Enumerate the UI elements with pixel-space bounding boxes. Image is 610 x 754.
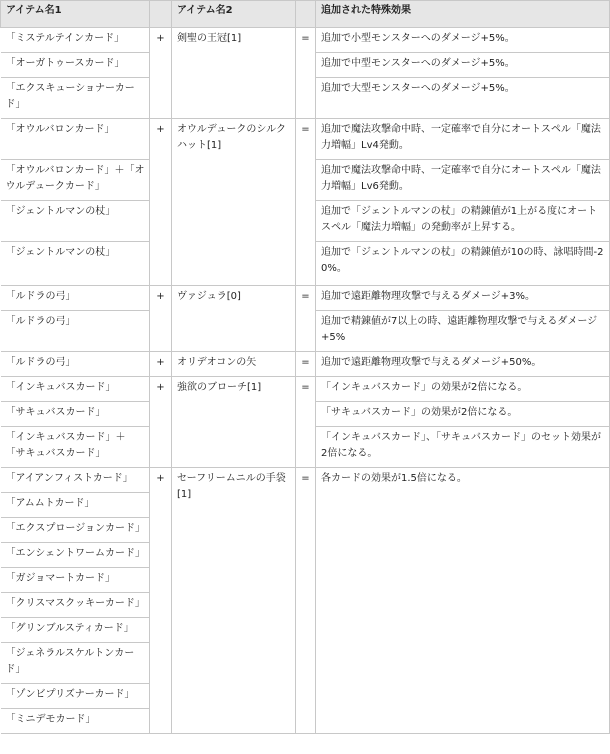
equals-operator: =	[296, 377, 316, 468]
item1-cell: 「ガジョマートカード」	[1, 568, 150, 593]
item2-cell: オリデオコンの矢	[172, 352, 296, 377]
item1-cell: 「オウルバロンカード」	[1, 119, 150, 160]
item1-cell: 「ジェントルマンの杖」	[1, 201, 150, 242]
item1-cell: 「サキュバスカード」	[1, 402, 150, 427]
item1-cell: 「アムムトカード」	[1, 493, 150, 518]
effect-cell: 追加で小型モンスターへのダメージ+5%。	[316, 28, 610, 53]
item1-cell: 「ルドラの弓」	[1, 311, 150, 352]
plus-operator: +	[150, 28, 172, 119]
equals-operator: =	[296, 286, 316, 352]
effect-cell: 各カードの効果が1.5倍になる。	[316, 468, 610, 734]
effect-cell: 「インキュバスカード」、「サキュバスカード」のセット効果が2倍になる。	[316, 427, 610, 468]
item2-cell: 剣聖の王冠[1]	[172, 28, 296, 119]
table-row	[1, 28, 610, 53]
item1-cell: 「エクスプロージョンカード」	[1, 518, 150, 543]
item1-cell: 「ルドラの弓」	[1, 286, 150, 311]
header-row	[1, 1, 610, 28]
table-row	[1, 468, 610, 493]
effect-cell: 「サキュバスカード」の効果が2倍になる。	[316, 402, 610, 427]
effect-cell: 追加で魔法攻撃命中時、一定確率で自分にオートスペル「魔法力増幅」Lv6発動。	[316, 160, 610, 201]
equals-operator: =	[296, 119, 316, 286]
item1-cell: 「ルドラの弓」	[1, 352, 150, 377]
item1-cell: 「ジェネラルスケルトンカード」	[1, 643, 150, 684]
item1-cell: 「エンシェントワームカード」	[1, 543, 150, 568]
table-row	[1, 286, 610, 311]
header-effect: 追加された特殊効果	[316, 1, 610, 28]
effect-cell: 追加で「ジェントルマンの杖」の精錬値が10の時、詠唱時間-20%。	[316, 242, 610, 286]
table-row	[1, 377, 610, 402]
item2-cell: セーフリームニルの手袋[1]	[172, 468, 296, 734]
item1-cell: 「クリスマスクッキーカード」	[1, 593, 150, 618]
item1-cell: 「エクスキューショナーカード」	[1, 78, 150, 119]
equals-operator: =	[296, 468, 316, 734]
item1-cell: 「オウルバロンカード」＋「オウルデュークカード」	[1, 160, 150, 201]
effect-cell: 追加で魔法攻撃命中時、一定確率で自分にオートスペル「魔法力増幅」Lv4発動。	[316, 119, 610, 160]
item2-cell: オウルデュークのシルクハット[1]	[172, 119, 296, 286]
table-row	[1, 352, 610, 377]
plus-operator: +	[150, 119, 172, 286]
table-row	[1, 119, 610, 160]
item2-cell: ヴァジュラ[0]	[172, 286, 296, 352]
plus-operator: +	[150, 468, 172, 734]
item1-cell: 「ジェントルマンの杖」	[1, 242, 150, 286]
item1-cell: 「グリンブルスティカード」	[1, 618, 150, 643]
plus-operator: +	[150, 352, 172, 377]
header-operator-equals	[296, 1, 316, 28]
item2-cell: 強欲のブローチ[1]	[172, 377, 296, 468]
equals-operator: =	[296, 28, 316, 119]
effect-cell: 「インキュバスカード」の効果が2倍になる。	[316, 377, 610, 402]
header-operator-plus	[150, 1, 172, 28]
effect-cell: 追加で遠距離物理攻撃で与えるダメージ+3%。	[316, 286, 610, 311]
item1-cell: 「ゾンビプリズナーカード」	[1, 684, 150, 709]
plus-operator: +	[150, 377, 172, 468]
item1-cell: 「インキュバスカード」＋「サキュバスカード」	[1, 427, 150, 468]
item1-cell: 「アイアンフィストカード」	[1, 468, 150, 493]
effect-cell: 追加で遠距離物理攻撃で与えるダメージ+50%。	[316, 352, 610, 377]
effect-cell: 追加で精錬値が7以上の時、遠距離物理攻撃で与えるダメージ+5%	[316, 311, 610, 352]
header-item2: アイテム名2	[172, 1, 296, 28]
item1-cell: 「ミニデモカード」	[1, 709, 150, 734]
item1-cell: 「インキュバスカード」	[1, 377, 150, 402]
item1-cell: 「ミステルテインカード」	[1, 28, 150, 53]
header-item1: アイテム名1	[1, 1, 150, 28]
plus-operator: +	[150, 286, 172, 352]
effect-cell: 追加で大型モンスターへのダメージ+5%。	[316, 78, 610, 119]
equals-operator: =	[296, 352, 316, 377]
item1-cell: 「オーガトゥースカード」	[1, 53, 150, 78]
effect-cell: 追加で「ジェントルマンの杖」の精錬値が1上がる度にオートスペル「魔法力増幅」の発動率が上昇する。	[316, 201, 610, 242]
effect-cell: 追加で中型モンスターへのダメージ+5%。	[316, 53, 610, 78]
